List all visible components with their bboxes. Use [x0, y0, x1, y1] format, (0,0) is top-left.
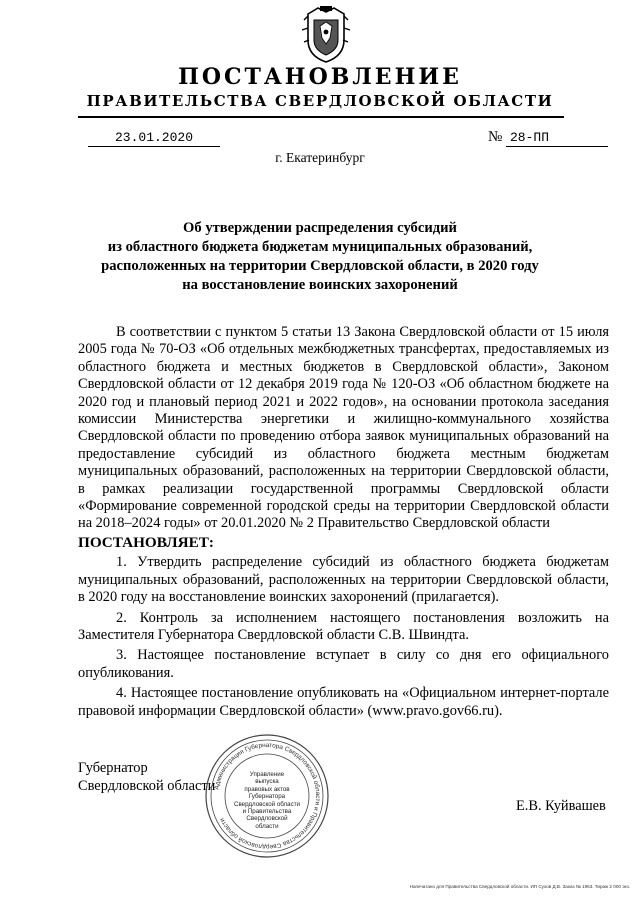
- title-line: расположенных на территории Свердловской области, в 2020 году: [101, 258, 539, 274]
- stamp-line: Управление: [249, 771, 285, 778]
- stamp-inner-text: [222, 771, 312, 830]
- position-line: Свердловской области: [78, 778, 216, 794]
- position-line: Губернатор: [78, 760, 148, 776]
- city-line: г. Екатеринбург: [275, 150, 365, 165]
- document-number: 28-ПП: [506, 130, 608, 147]
- decrees-label: ПОСТАНОВЛЯЕТ:: [78, 533, 214, 551]
- title-line: Об утверждении распределения субсидий: [183, 220, 457, 236]
- print-footer: Напечатано для Правительства Свердловской области. ИП Сухов Д.В. Заказ № 1963. Тираж 2 000 экз.: [409, 884, 630, 889]
- issuing-organization: ПРАВИТЕЛЬСТВА СВЕРДЛОВСКОЙ ОБЛАСТИ: [86, 92, 554, 110]
- clause-1: 1. Утвердить распределение субсидий из областного бюджета бюджетам муниципальных образований, расположенных на территории Свердловской области, в 2020 году на восстановление воинских захоронений (прилагается).: [78, 554, 609, 606]
- clause-2: 2. Контроль за исполнением настоящего постановления возложить на Заместителя Губернатора Свердловской области С.В. Швиндта.: [78, 609, 609, 643]
- document-date: 23.01.2020: [88, 130, 220, 147]
- title-line: на восстановление воинских захоронений: [182, 277, 458, 293]
- document-title: [70, 219, 570, 295]
- svg-text:Администрация Губернатора Свер: Администрация Губернатора Свердловской области и Правительства Свердловской области: [213, 741, 322, 851]
- header-divider: [78, 116, 564, 118]
- document-type-heading: ПОСТАНОВЛЕНИЕ: [178, 64, 462, 90]
- stamp-line: и Правительства: [242, 808, 292, 816]
- coat-of-arms-icon: [300, 6, 352, 64]
- stamp-line: правовых актов: [244, 785, 290, 793]
- stamp-line: Губернатора: [248, 793, 286, 801]
- clause-3: 3. Настоящее постановление вступает в силу со дня его официального опубликования.: [78, 647, 609, 681]
- stamp-line: Свердловской области: [233, 800, 300, 808]
- document-body: [78, 324, 609, 723]
- stamp-line: области: [255, 822, 279, 830]
- signatory-position: [78, 759, 215, 795]
- signer-name: Е.В. Куйвашев: [516, 798, 606, 814]
- stamp-line: Свердловской: [246, 815, 288, 823]
- title-line: из областного бюджета бюджетам муниципальных образований,: [107, 239, 533, 255]
- preamble-paragraph: В соответствии с пунктом 5 статьи 13 Закона Свердловской области от 15 июля 2005 года № 70-ОЗ «Об отдельных межбюджетных трансфертах, предоставляемых из областного бюджета и местных бюджетов в Свердловской области», Законом Свердловской области от 12 декабря 2019 года № 120-ОЗ «Об областном бюджете на 2020 год и плановый период 2021 и 2022 годов», на основании протокола заседания комиссии Министерства энергетики и жилищно-коммунального хозяйства Свердловской области по проведению отбора заявок муниципальных образований на предоставление субсидий из областного бюджета местным бюджетам муниципальных образований, расположенных на территории Свердловской области, в рамках реализации государственной программы Свердловской области «Формирование современной городской среды на территории Свердловской области на 2018–2024 годы» от 20.01.2020 № 2 Правительство Свердловской области: [78, 324, 609, 532]
- number-sign: №: [488, 129, 503, 145]
- clause-4: 4. Настоящее постановление опубликовать на «Официальном интернет-портале правовой информации Свердловской области» (www.pravo.gov66.ru).: [78, 685, 609, 719]
- stamp-line: выпуска: [255, 778, 279, 786]
